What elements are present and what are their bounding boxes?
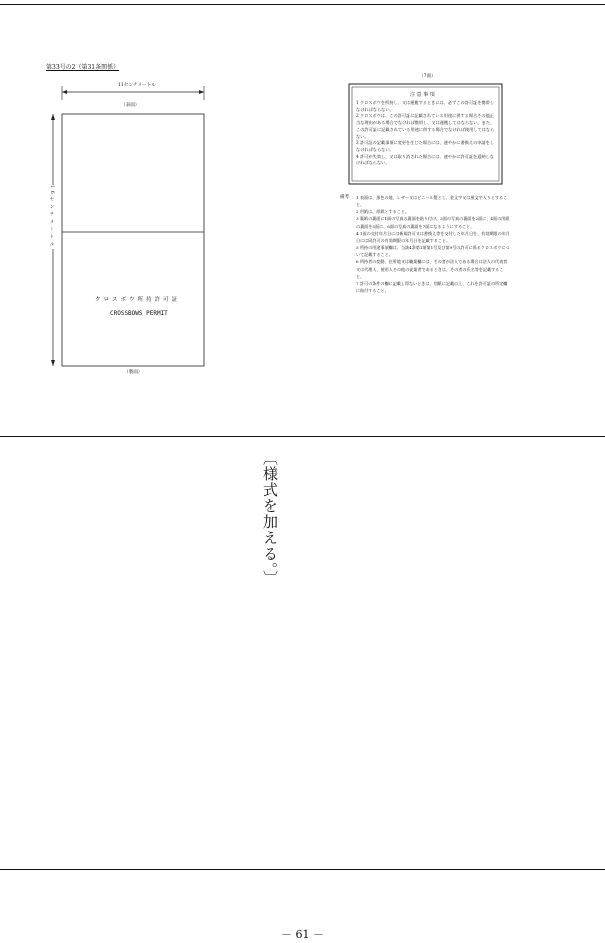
remarks-item: 7 許可の条件の欄に記載し得ないときは、別紙に記載の上、これを許可証の所定欄に貼付すること。 <box>356 280 508 294</box>
remarks-item: 5 所持の用途事項欄は、当該4条第1項第1号及び第9号の許可に係るクロスボウについて記載すること。 <box>356 245 510 258</box>
remarks-item: 2 用紙は、厚紙とすること。 <box>356 209 410 215</box>
notice-title: 注 意 事 項 <box>410 92 435 98</box>
front-label: （表面） <box>121 103 140 108</box>
remarks-label: 備考 <box>340 195 349 200</box>
permit-jp-title: クロスボウ所持許可証 <box>95 297 181 303</box>
remarks-item: 6 所持者の変動、住所地又は職業欄には、その者が法人である場合は法人の代表者又は代理人、使用人その他の従業者であるときは、その者の氏名等を記載すること。 <box>356 259 508 279</box>
width-dimension-label: 11センチメートル <box>118 83 156 88</box>
height-dimension-label: 16センチメートル <box>49 185 54 250</box>
remarks-item: 4 1面の交付年月日には新規許可又は書換え等を交付した年月日を、有効期限の年月日には同許可の有効期限の年月日を記載すること。 <box>356 230 510 243</box>
back-label: （裏面） <box>124 370 143 375</box>
page-7-label: （7面） <box>419 74 436 79</box>
remarks-item: 1 表面は、黒色の地、レザー又はビニール製とし、金文字又は黒文字入りとすること。 <box>356 195 508 208</box>
bottom-rule <box>0 869 605 870</box>
permit-en-title: CROSSBOWS PERMIT <box>110 310 168 317</box>
notice-item: 3 許可証の記載事項に変更を生じた場合には、速やかに書換えの申請をしなければならない。 <box>356 140 494 153</box>
notice-item: 2 クロスボウは、この許可証に記載されている用途に供する場合その他正当な理由がある場合でなければ携帯し、又は運搬してはならない。また、この許可証に記載されている用途に供する場合でなければ使用してはならない。 <box>356 113 495 139</box>
insert-note: 〔様式を加える。〕 <box>261 450 279 587</box>
middle-rule <box>0 436 605 437</box>
remarks-item: 3 裏紙の裏面に1面の写真の裏面を貼り付け、3面の写真の裏面を2面に、4面の用紙の裏面を5面に、6面の写真の裏面を7面になるようにすること。 <box>356 216 510 229</box>
page-number: － 61 － <box>281 928 324 941</box>
remarks-list <box>356 194 511 294</box>
notice-item: 1 クロスボウを所持し、又は運搬するときには、必ずこの許可証を携帯しなければならない。 <box>356 100 494 112</box>
form-reference: 第33号の2（第31条関係） <box>46 64 120 71</box>
notice-item: 4 許可が失効し、又は取り消された場合には、速やかに許可証を返納しなければならない。 <box>356 153 494 166</box>
notice-list <box>356 100 496 167</box>
